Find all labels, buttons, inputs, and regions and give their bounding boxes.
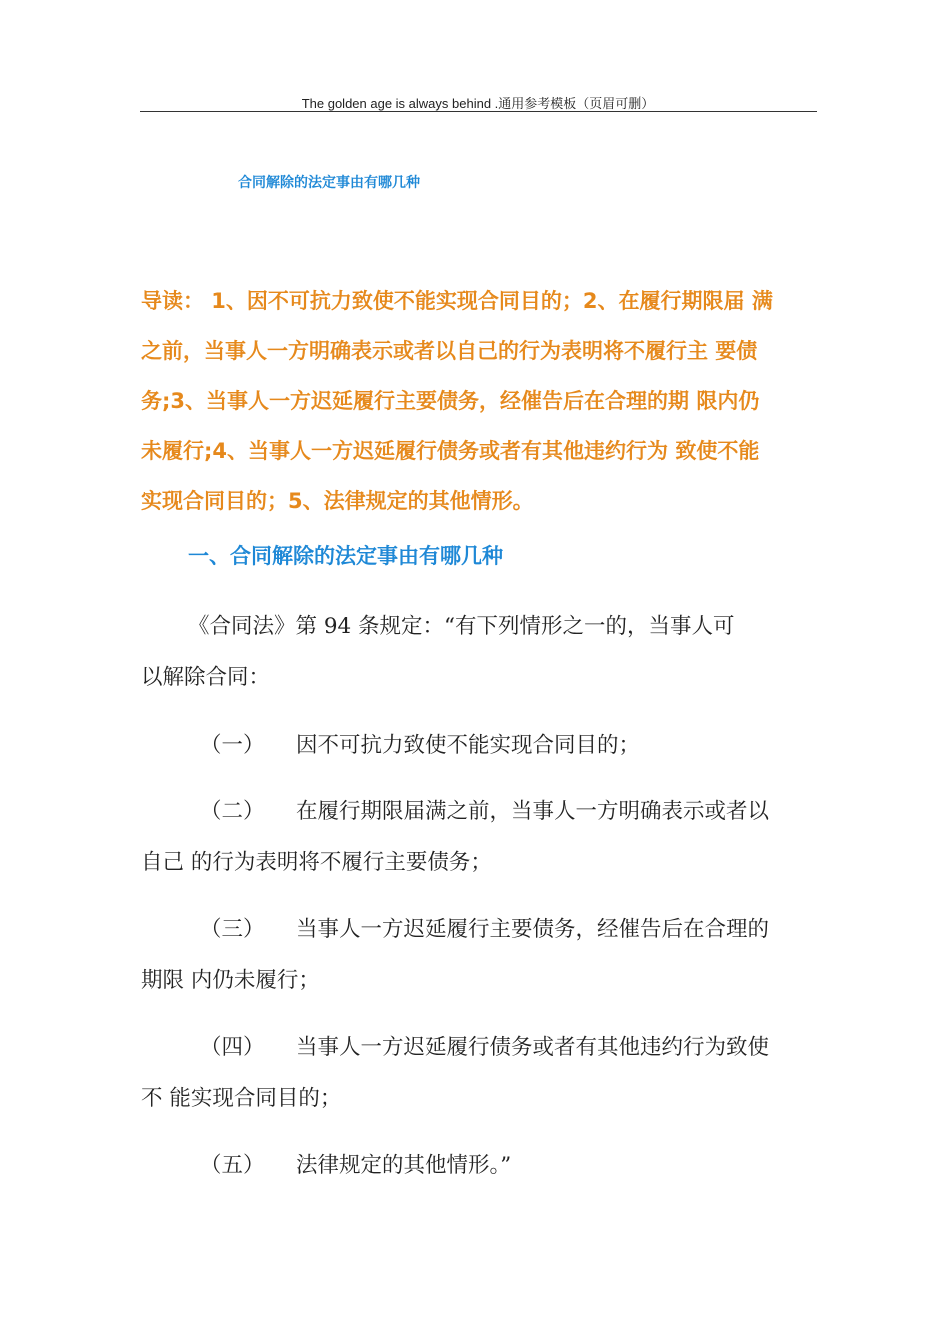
list-item-continuation: 自己 的行为表明将不履行主要债务； [141,850,492,875]
list-item [200,912,769,943]
list-item-text: 当事人一方迟延履行主要债务，经催告后在合理的 [296,917,770,942]
list-item-label: （五） [200,1153,265,1178]
list-item-label: （四） [200,1035,265,1060]
list-item-label: （二） [200,799,265,824]
section-heading: 一、合同解除的法定事由有哪几种 [188,544,503,568]
list-item-continuation: 期限 内仍未履行； [141,968,320,993]
page-header: The golden age is always behind .通用参考模板（页眉可删） [301,96,655,111]
list-item-label: （三） [200,917,265,942]
list-item-text: 当事人一方迟延履行债务或者有其他违约行为致使 [296,1035,770,1060]
list-item-continuation: 不 能实现合同目的； [141,1086,342,1111]
list-item [200,1030,769,1061]
intro-line: 未履行;4、当事人一方迟延履行债务或者有其他违约行为 致使不能 [141,439,760,463]
intro-paragraph [141,276,817,526]
list-item-text: 法律规定的其他情形。” [296,1153,512,1178]
list-item [200,1148,511,1179]
list-item-text: 在履行期限届满之前，当事人一方明确表示或者以 [296,799,770,824]
law-intro-line: 以解除合同： [141,665,271,690]
document-title: 合同解除的法定事由有哪几种 [238,175,420,191]
intro-line: 实现合同目的；5、法律规定的其他情形。 [141,489,534,513]
law-intro-line: 《合同法》第 94 条规定：“有下列情形之一的，当事人可 [188,614,735,639]
intro-line: 之前，当事人一方明确表示或者以自己的行为表明将不履行主 要债 [141,339,758,363]
intro-line: 导读： 1、因不可抗力致使不能实现合同目的；2、在履行期限届 满 [141,289,773,313]
intro-line: 务;3、当事人一方迟延履行主要债务，经催告后在合理的期 限内仍 [141,389,760,413]
list-item [200,728,640,759]
list-item-label: （一） [200,733,265,758]
list-item [200,794,769,825]
header-divider [140,111,817,112]
list-item-text: 因不可抗力致使不能实现合同目的； [296,733,641,758]
